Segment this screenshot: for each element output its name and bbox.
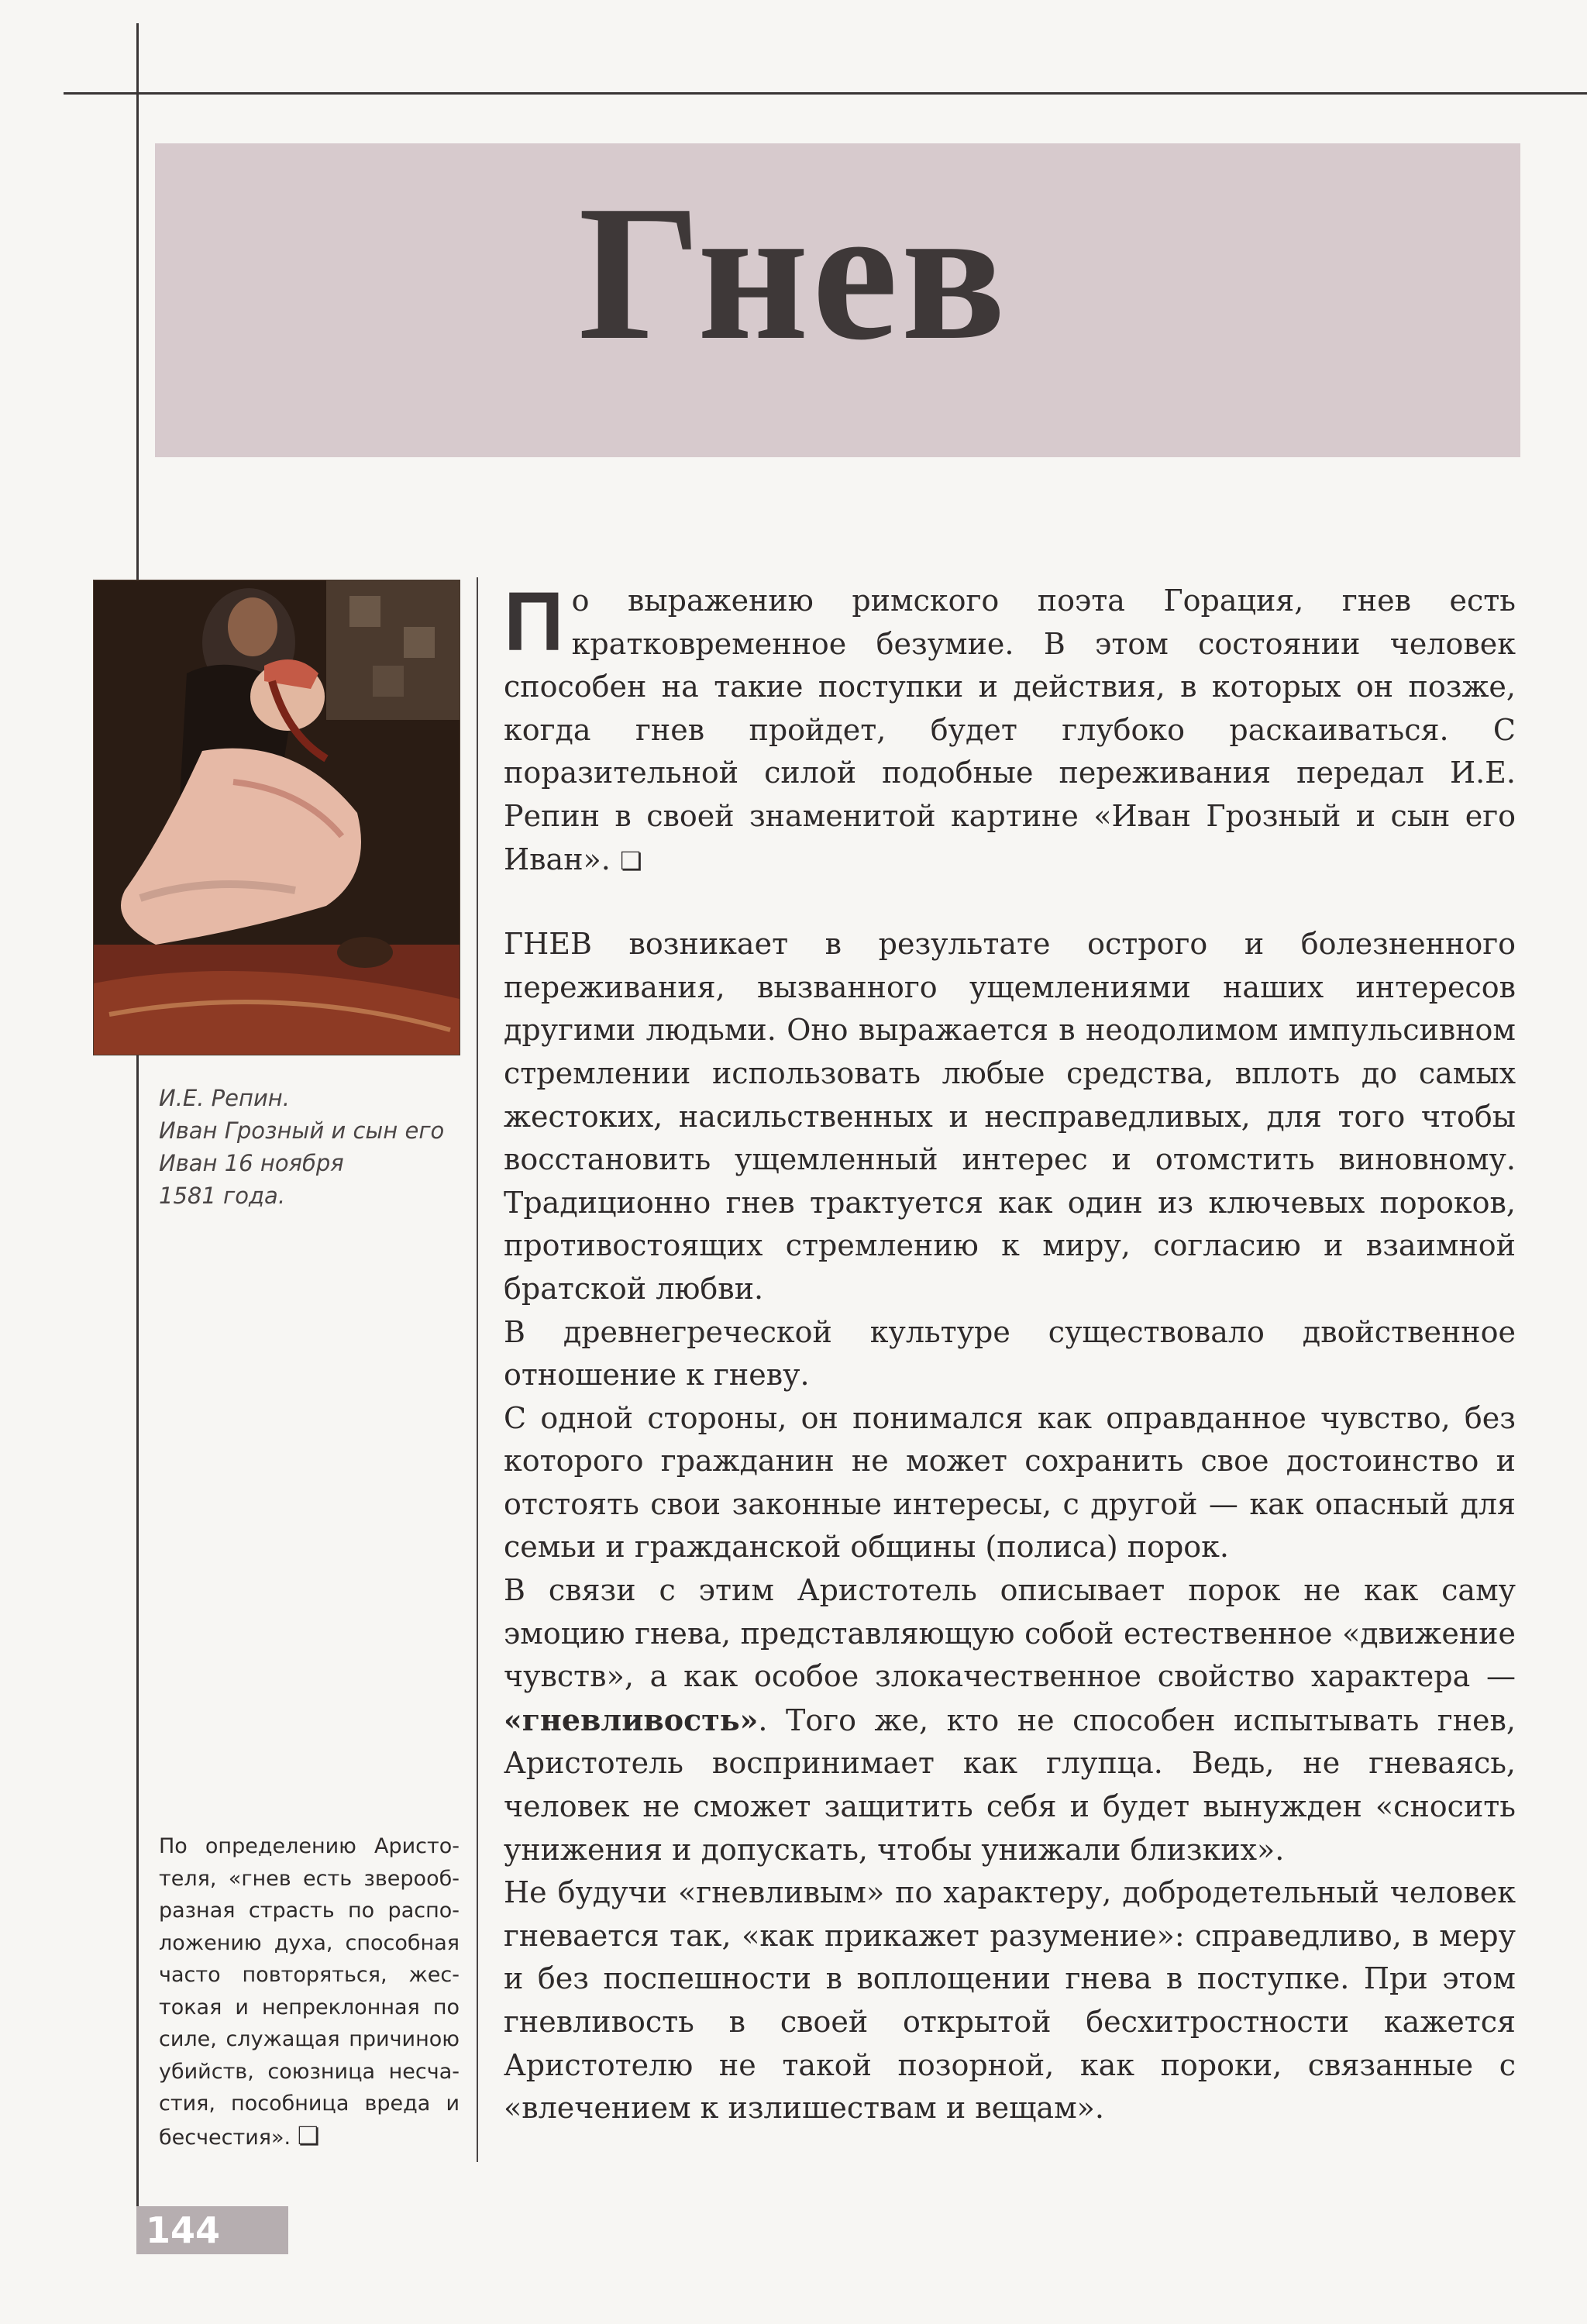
sidenote-line-last bbox=[159, 2120, 460, 2154]
paragraph-text: В связи с этим Аристотель описывает порок не как саму эмоцию гнева, представляющую собой естественное «движение чувств», а как особое злокачественное свойство характера — bbox=[504, 1573, 1516, 1694]
column-divider bbox=[477, 577, 478, 2162]
sidenote-line: По определению Аристо- bbox=[159, 1834, 460, 1858]
end-mark-icon: ❏ bbox=[297, 2120, 320, 2150]
paragraph: С одной стороны, он понимался как оправданное чувство, без которого гражданин не может сохранить свое достоинство и отстоять свои законные интересы, с другой — как опасный для семьи и гражданской общины (полиса) порок. bbox=[504, 1400, 1516, 1565]
image-caption bbox=[159, 1082, 453, 1212]
sidenote-line-text: бесчестия». bbox=[159, 2125, 291, 2150]
intro-paragraph bbox=[504, 574, 1516, 883]
end-mark-icon: ❏ bbox=[619, 845, 642, 876]
sidenote-line: силе, служащая причиною bbox=[159, 2027, 460, 2051]
page-number: 144 bbox=[136, 2206, 288, 2254]
intro-text: о выражению римского поэта Горация, гнев есть кратковременное безумие. В этом состоянии человек способен на такие поступки и действия, в которых он позже, когда гнев пройдет, будет глубоко раскаиваться. С поразительной силой подобные переживания передал И.Е. Репин в своей знаменитой картине «Иван Грозный и сын его Иван». bbox=[504, 584, 1516, 876]
paragraph: Не будучи «гневливым» по характеру, добродетельный человек гневается так, «как прикажет разумение»: справедливо, в меру и без поспешности в воплощении гнева в поступке. При этом гневливость в своей открытой бесхитростности кажется Аристотелю не такой позорной, как пороки, связанные с «влечением к излишествам и вещам». bbox=[504, 1875, 1516, 2126]
caption-line: И.Е. Репин. bbox=[159, 1085, 290, 1111]
sidenote-line: токая и непреклонная по bbox=[159, 1995, 460, 2019]
paragraph-text: . Того же, кто не способен испытывать гнев, Аристотель воспринимает как глупца. Ведь, не гневаясь, человек не сможет защитить себя и будет вынужден «сносить унижения и допускать, чтобы унижали близких». bbox=[504, 1703, 1516, 1867]
caption-line: Иван Грозный и сын его bbox=[159, 1117, 445, 1144]
drop-cap: П bbox=[504, 574, 564, 668]
paragraph bbox=[504, 1569, 1516, 1871]
sidenote-line: разная страсть по распо- bbox=[159, 1899, 460, 1923]
paragraph-gap bbox=[504, 883, 1516, 923]
page-title: Гнев bbox=[578, 166, 1009, 380]
paragraph: ГНЕВ возникает в результате острого и болезненного переживания, вызванного ущемлениями наших интересов другими людьми. Оно выражается в неодолимом импульсивном стремлении использовать любые средства, вплоть до самых жестоких, насильственных и несправедливых, для того чтобы восстановить ущемленный интерес и отомстить виновному. Традиционно гнев трактуется как один из ключевых пороков, противостоящих стремлению к миру, согласию и взаимной братской любви. bbox=[504, 927, 1516, 1306]
sidenote-line: убийств, союзница несча- bbox=[159, 2059, 460, 2084]
sidenote-line: часто повторяться, жес- bbox=[159, 1963, 460, 1987]
top-rule bbox=[64, 92, 1587, 95]
sidenote-quote bbox=[159, 1830, 460, 2154]
sidenote-line: стия, пособница вреда и bbox=[159, 2092, 460, 2116]
caption-line: 1581 года. bbox=[159, 1183, 286, 1209]
sidenote-line: ложению духа, способная bbox=[159, 1930, 460, 1955]
caption-line: Иван 16 ноября bbox=[159, 1150, 344, 1176]
sidenote-line: теля, «гнев есть зверооб- bbox=[159, 1866, 460, 1891]
bold-term: «гневливость» bbox=[504, 1702, 759, 1737]
main-text bbox=[504, 574, 1516, 2130]
painting-image bbox=[93, 580, 460, 1055]
paragraph: В древнегреческой культуре существовало двойственное отношение к гневу. bbox=[504, 1314, 1516, 1393]
